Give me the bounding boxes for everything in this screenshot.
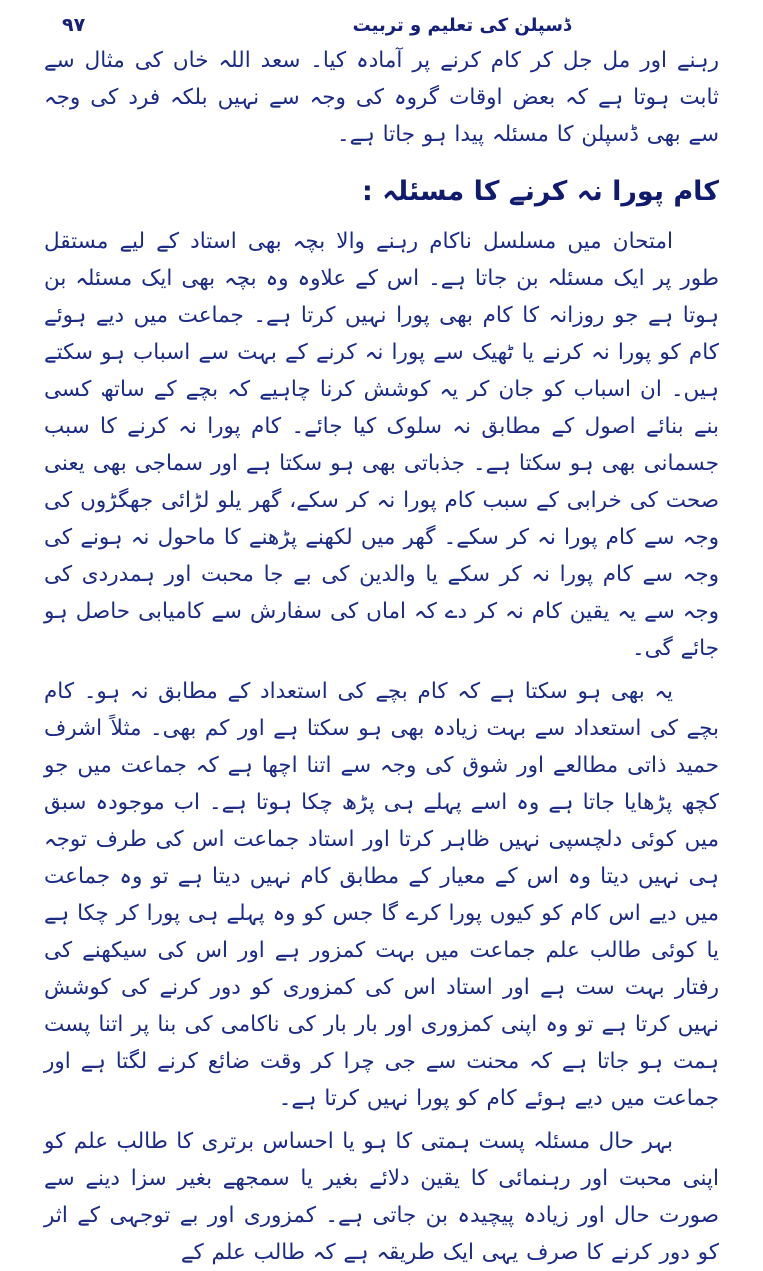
paragraph-2: امتحان میں مسلسل ناکام رہنے والا بچہ بھی استاد کے لیے مستقل طور پر ایک مسئلہ بن جاتا ہے۔ اس کے علاوہ وہ بچہ بھی ایک مسئلہ بن ہوتا ہے جو روزانہ کا کام بھی پورا نہیں کرتا ہے۔ جماعت میں دیے ہوئے کام کو پورا نہ کرنے یا ٹھیک سے پورا نہ کرنے کے بہت سے اسباب ہو سکتے ہیں۔ ان اسباب کو جان کر یہ کوشش کرنا چاہیے کہ بچے کے ساتھ کسی بنے بنائے اصول کے مطابق نہ سلوک کیا جائے۔ کام پورا نہ کرنے کا سبب جسمانی بھی ہو سکتا ہے۔ جذباتی بھی ہو سکتا ہے اور سماجی بھی یعنی صحت کی خرابی کے سبب کام پورا نہ کر سکے، گھر یلو لڑائی جھگڑوں کی وجہ سے کام پورا نہ کر سکے۔ گھر میں لکھنے پڑھنے کا ماحول نہ ہونے کی وجہ سے کام پورا نہ کر سکے یا والدین کی بے جا محبت اور ہمدردی کی وجہ سے یہ یقین کام نہ کر دے کہ اماں کی سفارش سے کامیابی حاصل ہو جائے گی۔ — [44, 229, 719, 661]
page-number: ۹۷ — [62, 14, 86, 36]
running-title: ڈسپلن کی تعلیم و تربیت — [352, 15, 571, 36]
paragraph-3: یہ بھی ہو سکتا ہے کہ کام بچے کی استعداد کے مطابق نہ ہو۔ کام بچے کی استعداد سے بہت زیادہ بھی ہو سکتا ہے اور کم بھی۔ مثلاً اشرف حمید ذاتی مطالعے اور شوق کی وجہ سے اتنا اچھا ہے کہ جماعت میں جو کچھ پڑھایا جاتا ہے وہ اسے پہلے ہی پڑھ چکا ہوتا ہے۔ اب موجودہ سبق میں کوئی دلچسپی نہیں ظاہر کرتا اور استاد جماعت اس کی طرف توجہ ہی نہیں دیتا وہ اس کے معیار کے مطابق کام نہیں دیتا ہے تو وہ جماعت میں دیے اس کام کو کیوں پورا کرے گا جس کو وہ پہلے ہی پورا کر چکا ہے یا کوئی طالب علم جماعت میں بہت کمزور ہے اور اس کی سیکھنے کی رفتار بہت ست ہے اور استاد اس کی کمزوری کو دور کرنے کی کوشش نہیں کرتا ہے تو وہ اپنی کمزوری اور بار بار کی ناکامی کی بنا پر اتنا پست ہمت ہو جاتا ہے کہ محنت سے جی چرا کر وقت ضائع کرنے لگتا ہے اور جماعت میں دیے ہوئے کام کو پورا نہیں کرتا ہے۔ — [44, 679, 719, 1111]
page-header — [44, 14, 719, 36]
paragraph-1: رہنے اور مل جل کر کام کرنے پر آمادہ کیا۔ سعد اللہ خاں کی مثال سے ثابت ہوتا ہے کہ بعض اوقات گروہ کی وجہ سے نہیں بلکہ فرد کی وجہ سے بھی ڈسپلن کا مسئلہ پیدا ہو جاتا ہے۔ — [44, 48, 719, 147]
section-heading: کام پورا نہ کرنے کا مسئلہ : — [362, 176, 719, 207]
page-body — [44, 42, 719, 1271]
paragraph-4: بہر حال مسئلہ پست ہمتی کا ہو یا احساس برتری کا طالب علم کو اپنی محبت اور رہنمائی کا یقین دلائے بغیر یا سمجھے بغیر سزا دینے سے صورت حال اور زیادہ پیچیدہ بن جاتی ہے۔ کمزوری اور بے توجہی کے اثر کو دور کرنے کا صرف یہی ایک طریقہ ہے کہ طالب علم کے — [44, 1129, 719, 1265]
